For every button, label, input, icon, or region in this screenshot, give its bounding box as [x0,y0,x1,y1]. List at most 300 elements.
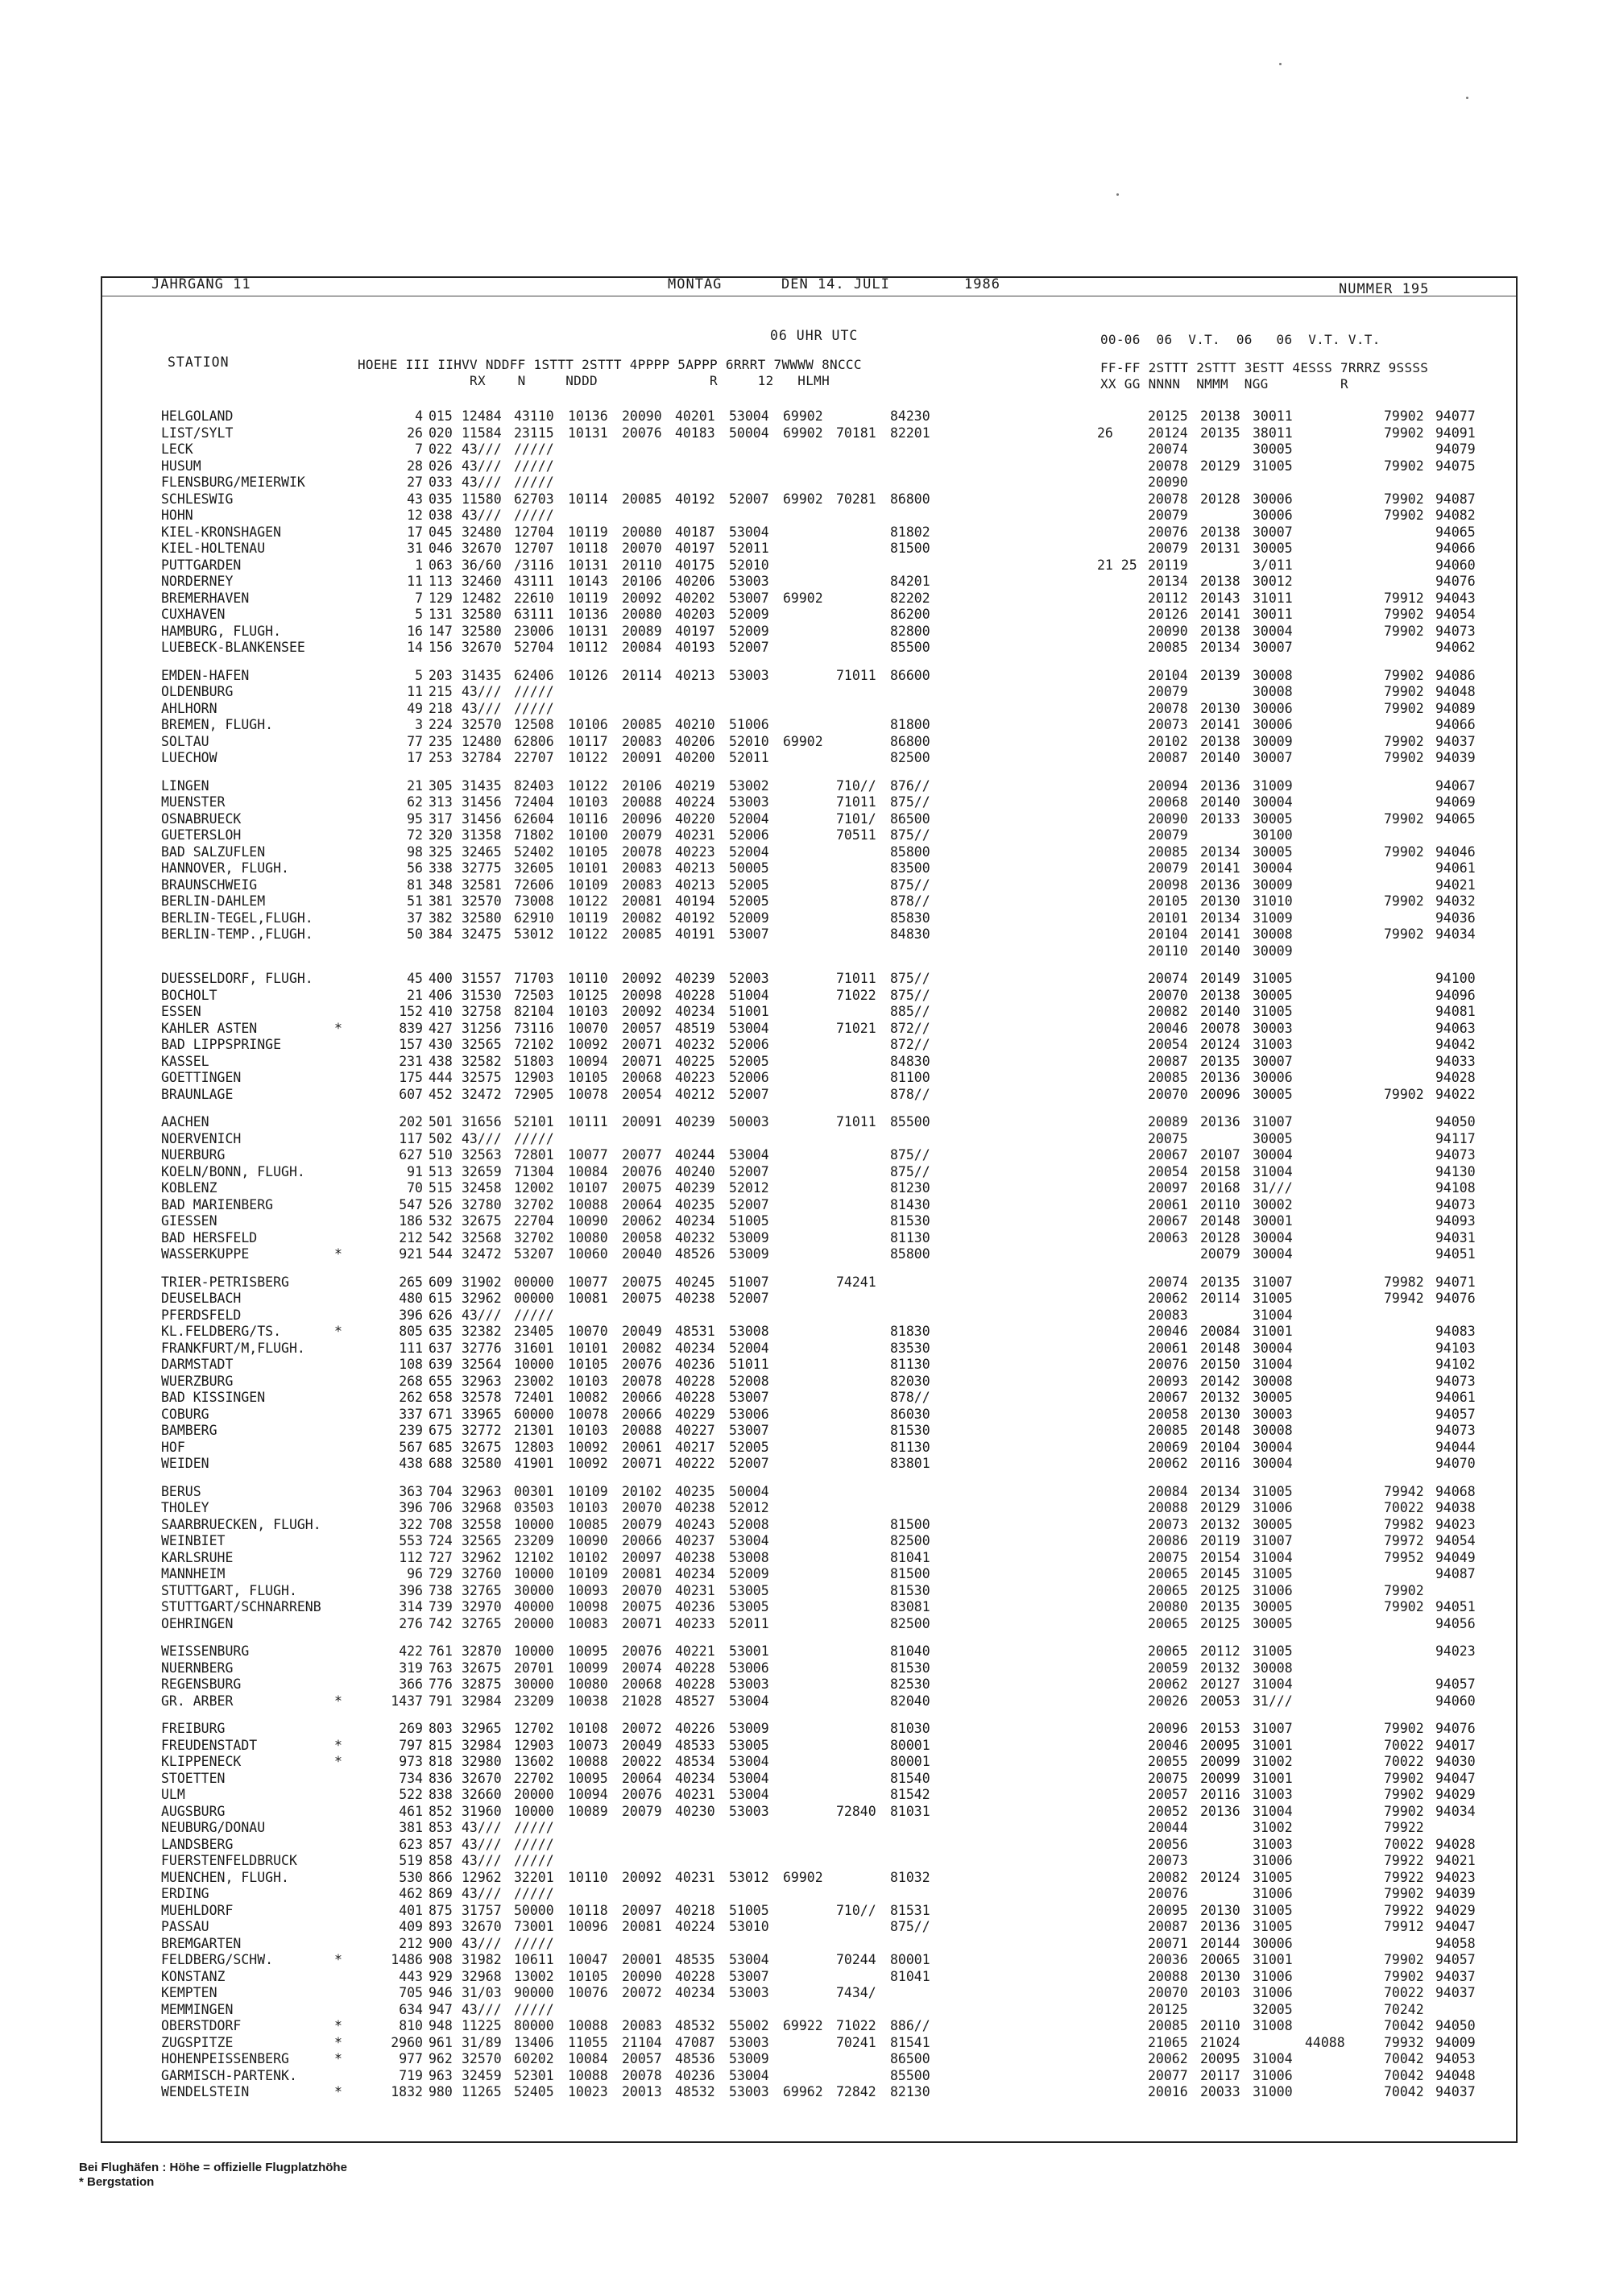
cell-r2b: 20103 [1200,1985,1240,2000]
cell-hoehe: 12 [407,508,423,523]
cell-r2b: 20053 [1200,1693,1240,1709]
cell-nddff: ///// [514,1836,554,1852]
cell-r3: 30001 [1253,1213,1293,1229]
cell-hoehe: 81 [407,877,423,893]
cell-name: HOF [161,1439,185,1455]
cell-r7: 79902 [1384,1599,1424,1614]
cell-r3: 31006 [1253,1853,1293,1868]
station-row [0,844,1611,860]
cell-star: * [334,2084,342,2099]
cell-r2: 20076 [1148,524,1188,540]
cell-s1: 10110 [568,1869,608,1885]
cell-r7: 79922 [1384,1853,1424,1868]
cell-hoehe: 7 [415,441,423,457]
cell-ihvv: 32962 [462,1291,502,1306]
station-row [0,1969,1611,1985]
cell-r2: 20094 [1148,777,1188,794]
cell-r2b: 20141 [1200,926,1240,942]
cell-s1: 10105 [568,1070,608,1085]
cell-s1: 10092 [568,1439,608,1455]
cell-s2: 20079 [622,827,662,843]
cell-ihvv: 32563 [462,1147,502,1163]
cell-hoehe: 1437 [391,1693,423,1709]
cell-n8: 84201 [890,574,930,589]
cell-r2b: 20124 [1200,1037,1240,1052]
cell-n8: 81500 [890,541,930,556]
cell-s1: 10103 [568,1500,608,1515]
cell-s1: 10122 [568,893,608,909]
cell-n8: 85500 [890,1114,930,1129]
cell-nddff: 52301 [514,2067,554,2083]
cell-r2: 20096 [1148,1721,1188,1736]
cell-iii: 908 [429,1952,453,1967]
cell-iii: 513 [429,1163,453,1179]
cell-s2: 20064 [622,1770,662,1786]
cell-r2: 20054 [1148,1163,1188,1179]
cell-hoehe: 623 [399,1836,423,1852]
cell-r9: 94049 [1435,1549,1476,1565]
station-row [0,425,1611,441]
station-row [0,541,1611,557]
cell-name: GOETTINGEN [161,1070,242,1085]
cell-a5: 53004 [729,1787,769,1802]
cell-r3: 31/// [1253,1180,1293,1196]
cell-r2: 20077 [1148,2067,1188,2083]
cell-a5: 53005 [729,1737,769,1753]
cell-r9: 94103 [1435,1340,1476,1356]
cell-r2b: 20110 [1200,2018,1240,2033]
cell-r9: 94091 [1435,425,1476,441]
cell-p4: 40192 [675,491,715,507]
cell-s2: 20081 [622,1919,662,1934]
cell-nddff: 52704 [514,640,554,655]
cell-s1: 10119 [568,524,608,540]
cell-hoehe: 96 [407,1566,423,1581]
cell-r3: 31006 [1253,1968,1293,1984]
station-row [0,2068,1611,2084]
cell-r3: 3/011 [1253,557,1293,573]
cell-s2: 20097 [622,1549,662,1565]
cell-hoehe: 363 [399,1483,423,1499]
cell-ihvv: 32760 [462,1566,502,1581]
cell-r9: 94039 [1435,1886,1476,1901]
cell-r7: 79902 [1384,425,1424,441]
cell-r3: 31005 [1253,1483,1293,1499]
cell-r7: 79902 [1384,750,1424,765]
cell-iii: 406 [429,987,453,1003]
cell-s2: 21104 [622,2034,662,2050]
cell-name: GR. ARBER [161,1693,234,1709]
cell-n8: 82500 [890,750,930,765]
cell-ff: 26 [1097,425,1113,441]
cell-r3: 30006 [1253,508,1293,523]
cell-r9: 94089 [1435,700,1476,716]
cell-n8: 81100 [890,1070,930,1085]
cell-p4: 40234 [675,1340,715,1356]
cell-n8: 876// [890,777,930,794]
cell-nddff: 80000 [514,2018,554,2033]
cell-iii: 410 [429,1004,453,1019]
cell-a5: 53004 [729,1020,769,1036]
cell-ihvv: 32970 [462,1599,502,1614]
cell-ihvv: 43/// [462,1307,502,1323]
cell-s2: 20072 [622,1985,662,2000]
station-row [0,2018,1611,2034]
station-row [0,1738,1611,1754]
cell-hoehe: 319 [399,1660,423,1676]
cell-a5: 51006 [729,717,769,732]
cell-p4: 40217 [675,1439,715,1455]
cell-w7: 70241 [836,2034,876,2050]
cell-hoehe: 152 [399,1004,423,1019]
cell-name: KOBLENZ [161,1180,217,1196]
cell-a5: 52012 [729,1500,769,1515]
cell-name: BAD HERSFELD [161,1229,258,1245]
cell-iii: 980 [429,2084,453,2099]
cell-r7: 79902 [1384,458,1424,474]
cell-r3: 30007 [1253,1053,1293,1069]
cell-s1: 10103 [568,1423,608,1438]
cell-n8: 81030 [890,1721,930,1736]
cell-name: THOLEY [161,1500,209,1515]
cell-hoehe: 3 [415,717,423,732]
cell-r2b: 20136 [1200,1919,1240,1934]
cell-hoehe: 973 [399,1754,423,1769]
cell-r3: 30006 [1253,491,1293,507]
cell-iii: 963 [429,2067,453,2083]
cell-p4: 40238 [675,1291,715,1306]
cell-r2b: 20128 [1200,1229,1240,1245]
right-header-top: 00-06 06 V.T. 06 06 V.T. V.T. [1100,332,1381,347]
cell-r9: 94050 [1435,2018,1476,2033]
cell-s2: 20083 [622,733,662,749]
cell-w7: 7434/ [836,1985,876,2000]
cell-r2b: 20150 [1200,1357,1240,1372]
cell-r3: 32005 [1253,2001,1293,2017]
cell-ihvv: 43/// [462,1836,502,1852]
cell-r2: 20104 [1148,667,1188,683]
cell-r7: 79902 [1384,733,1424,749]
cell-r9: 94046 [1435,843,1476,860]
cell-r6: 69902 [783,733,823,749]
cell-p4: 40233 [675,1615,715,1631]
cell-s1: 10092 [568,1456,608,1471]
station-row [0,591,1611,607]
cell-r2: 20089 [1148,1114,1188,1129]
cell-p4: 48534 [675,1754,715,1769]
cell-name: STUTTGART/SCHNARRENB [161,1599,321,1614]
station-row [0,860,1611,877]
cell-n8: 81130 [890,1357,930,1372]
cell-hoehe: 438 [399,1456,423,1471]
cell-hoehe: 530 [399,1869,423,1885]
cell-r2b: 20130 [1200,1902,1240,1918]
cell-r3: 30012 [1253,574,1293,589]
cell-s2: 20085 [622,491,662,507]
cell-iii: 400 [429,971,453,986]
station-row [0,827,1611,843]
cell-iii: 742 [429,1615,453,1631]
cell-hoehe: 111 [399,1340,423,1356]
cell-p4: 48536 [675,2051,715,2066]
cell-n8: 81530 [890,1660,930,1676]
cell-p4: 40223 [675,843,715,860]
cell-r3: 30003 [1253,1406,1293,1422]
cell-hoehe: 1832 [391,2084,423,2099]
cell-a5: 53003 [729,2084,769,2099]
station-row [0,1213,1611,1229]
station-row [0,1676,1611,1693]
cell-hoehe: 11 [407,574,423,589]
cell-r2: 20110 [1148,943,1188,959]
cell-s1: 10122 [568,926,608,942]
cell-iii: 046 [429,541,453,556]
cell-a5: 53005 [729,1582,769,1598]
cell-r2b: 20148 [1200,1213,1240,1229]
cell-hoehe: 157 [399,1037,423,1052]
station-row [0,1771,1611,1787]
cell-r9: 94062 [1435,640,1476,655]
cell-hoehe: 91 [407,1163,423,1179]
cell-s1: 10090 [568,1533,608,1548]
cell-r9: 94037 [1435,1985,1476,2000]
station-row [0,1291,1611,1307]
cell-r9: 94056 [1435,1615,1476,1631]
cell-nddff: 43110 [514,408,554,424]
cell-r2: 20036 [1148,1952,1188,1967]
cell-name: COBURG [161,1406,209,1422]
cell-n8: 878// [890,1086,930,1102]
cell-r7: 70022 [1384,1737,1424,1753]
cell-name: KARLSRUHE [161,1549,234,1565]
cell-n8: 81040 [890,1643,930,1659]
cell-iii: 020 [429,425,453,441]
cell-name: LINGEN [161,777,209,794]
cell-r2b: 20116 [1200,1456,1240,1471]
cell-a5: 53010 [729,1919,769,1934]
cell-r2: 20101 [1148,910,1188,926]
cell-s2: 20078 [622,1373,662,1389]
cell-hoehe: 16 [407,623,423,639]
cell-r9: 94076 [1435,1721,1476,1736]
cell-r2: 20085 [1148,1070,1188,1085]
cell-r9: 94061 [1435,860,1476,876]
cell-r9: 94067 [1435,777,1476,794]
cell-r2b: 20128 [1200,491,1240,507]
cell-w7: 70511 [836,827,876,843]
cell-iii: 033 [429,475,453,490]
cell-r3: 31001 [1253,1770,1293,1786]
cell-hoehe: 14 [407,640,423,655]
station-row [0,475,1611,491]
cell-p4: 40228 [675,987,715,1003]
cell-n8: 886// [890,2018,930,2033]
cell-r2b: 20132 [1200,1660,1240,1676]
cell-iii: 325 [429,843,453,860]
cell-iii: 893 [429,1919,453,1934]
cell-r2: 20067 [1148,1147,1188,1163]
cell-r2: 21065 [1148,2034,1188,2050]
cell-s1: 10088 [568,1754,608,1769]
column-codes-header: HOEHE III IIHVV NDDFF 1STTT 2STTT 4PPPP 5APPP 6RRRT 7WWWW 8NCCC [358,357,862,372]
station-row [0,458,1611,475]
cell-r9: 94037 [1435,733,1476,749]
cell-star: * [334,1693,342,1709]
cell-r2b: 20127 [1200,1676,1240,1692]
cell-s2: 20049 [622,1324,662,1339]
cell-hoehe: 1486 [391,1952,423,1967]
cell-iii: 655 [429,1373,453,1389]
cell-r2b: 20135 [1200,425,1240,441]
cell-name: LIST/SYLT [161,425,234,441]
cell-name: NORDERNEY [161,574,234,589]
cell-p4: 40231 [675,1787,715,1802]
station-row [0,1197,1611,1213]
cell-r2: 20086 [1148,1533,1188,1548]
cell-r2: 20065 [1148,1582,1188,1598]
cell-p4: 40227 [675,1423,715,1438]
cell-r2b: 20168 [1200,1180,1240,1196]
cell-iii: 532 [429,1213,453,1229]
cell-s2: 20040 [622,1246,662,1262]
cell-hoehe: 366 [399,1676,423,1692]
station-row [0,1599,1611,1615]
cell-name: BAD KISSINGEN [161,1390,266,1405]
station-row [0,1787,1611,1803]
cell-r2: 20125 [1148,2001,1188,2017]
cell-nddff: 62910 [514,910,554,926]
cell-r9: 94022 [1435,1086,1476,1102]
cell-s1: 10084 [568,2051,608,2066]
cell-r2: 20087 [1148,1919,1188,1934]
cell-r3: 31008 [1253,2018,1293,2033]
station-row [0,910,1611,926]
cell-nddff: 10000 [514,1357,554,1372]
cell-r2: 20098 [1148,877,1188,893]
cell-n8: 86200 [890,607,930,622]
cell-n8: 81041 [890,1549,930,1565]
issue-number: NUMMER 195 [1339,281,1430,297]
station-row [0,624,1611,640]
cell-r7: 79942 [1384,1291,1424,1306]
cell-p4: 40236 [675,1357,715,1372]
cell-a5: 52009 [729,623,769,639]
cell-iii: 947 [429,2001,453,2017]
cell-iii: 900 [429,1935,453,1951]
cell-name: NUERNBERG [161,1660,234,1676]
cell-a5: 52005 [729,877,769,893]
cell-n8: 84830 [890,1053,930,1069]
station-row [0,1456,1611,1472]
cell-r3: 30008 [1253,926,1293,942]
footnote-airports: Bei Flughäfen : Höhe = offizielle Flugplatzhöhe [79,2161,347,2174]
station-row [0,926,1611,943]
cell-s1: 10136 [568,408,608,424]
cell-hoehe: 797 [399,1737,423,1753]
station-row [0,1324,1611,1340]
cell-a5: 52008 [729,1373,769,1389]
cell-nddff: 72401 [514,1390,554,1405]
cell-n8: 81530 [890,1582,930,1598]
cell-n8: 83530 [890,1340,930,1356]
cell-ihvv: 32784 [462,750,502,765]
cell-a5: 52007 [729,640,769,655]
cell-ihvv: 32459 [462,2067,502,2083]
cell-s2: 20076 [622,425,662,441]
station-row [0,794,1611,810]
cell-p4: 40194 [675,893,715,909]
cell-ihvv: 32568 [462,1229,502,1245]
cell-r3: 31005 [1253,458,1293,474]
cell-nddff: ///// [514,1130,554,1146]
cell-s2: 20079 [622,1803,662,1819]
station-row [0,1341,1611,1357]
cell-r2b: 20131 [1200,541,1240,556]
cell-r2b: 20139 [1200,667,1240,683]
station-row [0,1754,1611,1770]
cell-s2: 20075 [622,1274,662,1290]
cell-r7: 70022 [1384,1985,1424,2000]
cell-r2b: 20140 [1200,943,1240,959]
cell-n8: 82800 [890,623,930,639]
cell-ihvv: 11584 [462,425,502,441]
cell-hoehe: 112 [399,1549,423,1565]
cell-iii: 948 [429,2018,453,2033]
cell-n8: 82500 [890,1615,930,1631]
cell-n8: 885// [890,1004,930,1019]
cell-s1: 10125 [568,987,608,1003]
cell-ihvv: 32772 [462,1423,502,1438]
cell-name: WEINBIET [161,1533,226,1548]
cell-iii: 305 [429,777,453,794]
cell-r2: 20046 [1148,1737,1188,1753]
cell-nddff: 23006 [514,623,554,639]
cell-iii: 063 [429,557,453,573]
cell-n8: 82202 [890,590,930,606]
cell-p4: 40201 [675,408,715,424]
cell-r2b: 20136 [1200,1114,1240,1129]
cell-iii: 727 [429,1549,453,1565]
cell-p4: 48519 [675,1020,715,1036]
cell-r2: 20080 [1148,1599,1188,1614]
cell-p4: 40243 [675,1516,715,1532]
cell-p4: 40210 [675,717,715,732]
cell-r7: 79902 [1384,700,1424,716]
cell-s1: 10078 [568,1406,608,1422]
station-row [0,1533,1611,1549]
cell-nddff: 13602 [514,1754,554,1769]
cell-s2: 20061 [622,1439,662,1455]
cell-nddff: 00000 [514,1291,554,1306]
cell-r7: 79932 [1384,2034,1424,2050]
station-row [0,491,1611,508]
cell-hoehe: 95 [407,810,423,827]
cell-r2b: 20078 [1200,1020,1240,1036]
cell-iii: 852 [429,1803,453,1819]
cell-name: BREMGARTEN [161,1935,242,1951]
cell-r3: 30008 [1253,1660,1293,1676]
cell-r9: 94037 [1435,1968,1476,1984]
cell-r3: 31007 [1253,1533,1293,1548]
cell-s1: 10119 [568,590,608,606]
cell-name: BERLIN-TEGEL,FLUGH. [161,910,313,926]
cell-w7: 71022 [836,987,876,1003]
cell-ihvv: 32460 [462,574,502,589]
cell-nddff: 62806 [514,733,554,749]
cell-r2b: 20136 [1200,877,1240,893]
cell-n8: 81031 [890,1803,930,1819]
cell-ihvv: 11580 [462,491,502,507]
